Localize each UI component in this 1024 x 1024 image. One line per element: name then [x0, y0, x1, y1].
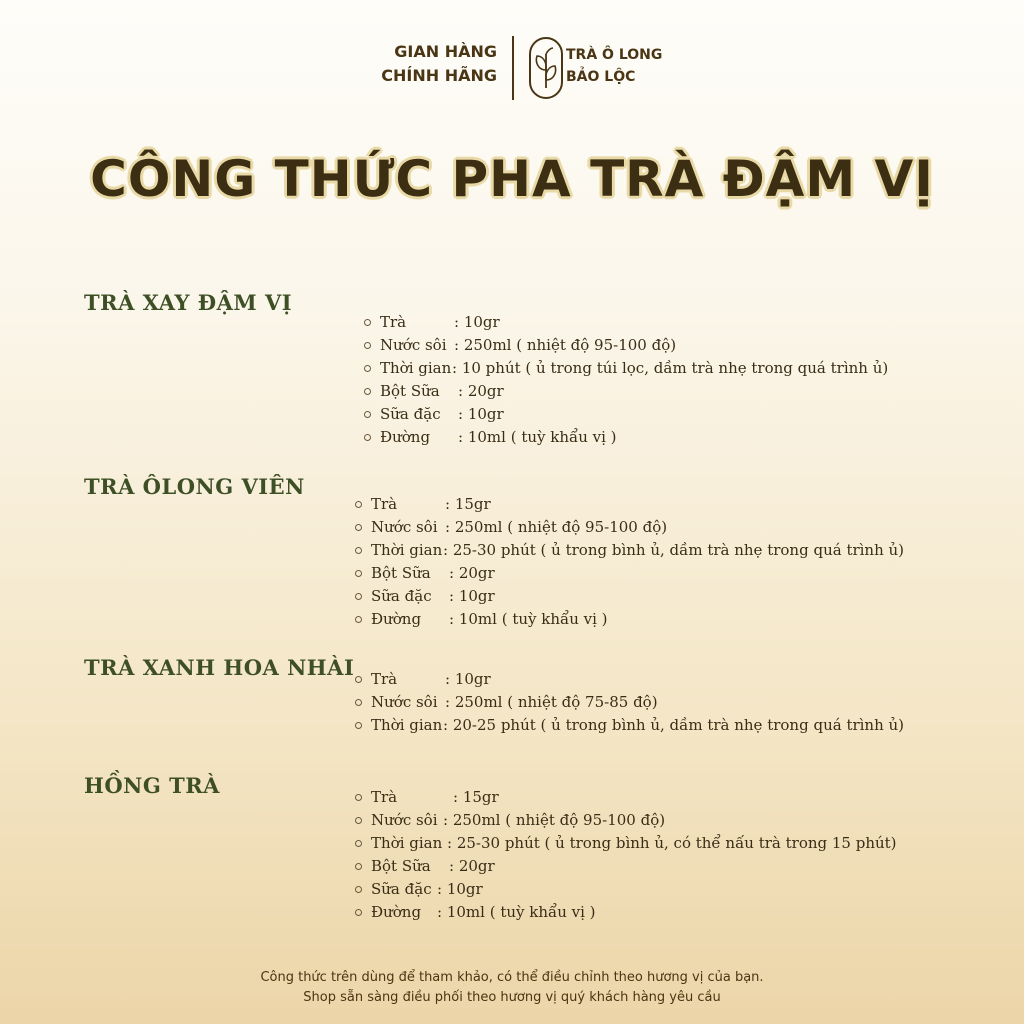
bullet-icon: [364, 342, 371, 349]
bullet-icon: [355, 676, 362, 683]
page-title: CÔNG THỨC PHA TRÀ ĐẬM VỊ: [90, 150, 934, 208]
bullet-icon: [364, 319, 371, 326]
bullet-icon: [355, 593, 362, 600]
bullet-icon: [355, 616, 362, 623]
store-line-2: CHÍNH HÃNG: [381, 66, 497, 85]
header-divider: [512, 36, 514, 100]
bullet-icon: [364, 365, 371, 372]
bullet-icon: [355, 886, 362, 893]
store-line-1: GIAN HÀNG: [394, 42, 497, 61]
bullet-icon: [355, 909, 362, 916]
brand-name: [566, 44, 662, 88]
bullet-icon: [355, 794, 362, 801]
section-title: TRÀ ÔLONG VIÊN: [84, 474, 305, 499]
bullet-icon: [355, 524, 362, 531]
bullet-icon: [355, 570, 362, 577]
bullet-icon: [355, 722, 362, 729]
section-title: TRÀ XAY ĐẬM VỊ: [84, 290, 293, 315]
tea-leaf-logo-icon: [528, 36, 564, 100]
bullet-icon: [355, 699, 362, 706]
bullet-icon: [364, 434, 371, 441]
footer-line-1: Công thức trên dùng để tham khảo, có thể điều chỉnh theo hương vị của bạn.: [260, 970, 764, 985]
store-badge: [340, 40, 497, 88]
section-title: HỒNG TRÀ: [84, 773, 220, 798]
bullet-icon: [355, 501, 362, 508]
bullet-icon: [355, 547, 362, 554]
header: [0, 36, 1024, 106]
footer-note: [0, 968, 1024, 1008]
bullet-icon: [355, 863, 362, 870]
section-title: TRÀ XANH HOA NHÀI: [84, 655, 355, 680]
bullet-icon: [355, 817, 362, 824]
bullet-icon: [355, 840, 362, 847]
bullet-icon: [364, 388, 371, 395]
brand-line-2: BẢO LỘC: [566, 69, 636, 85]
bullet-icon: [364, 411, 371, 418]
footer-line-2: Shop sẵn sàng điều phối theo hương vị quý khách hàng yêu cầu: [303, 990, 721, 1005]
brand-line-1: TRÀ Ô LONG: [566, 47, 663, 63]
